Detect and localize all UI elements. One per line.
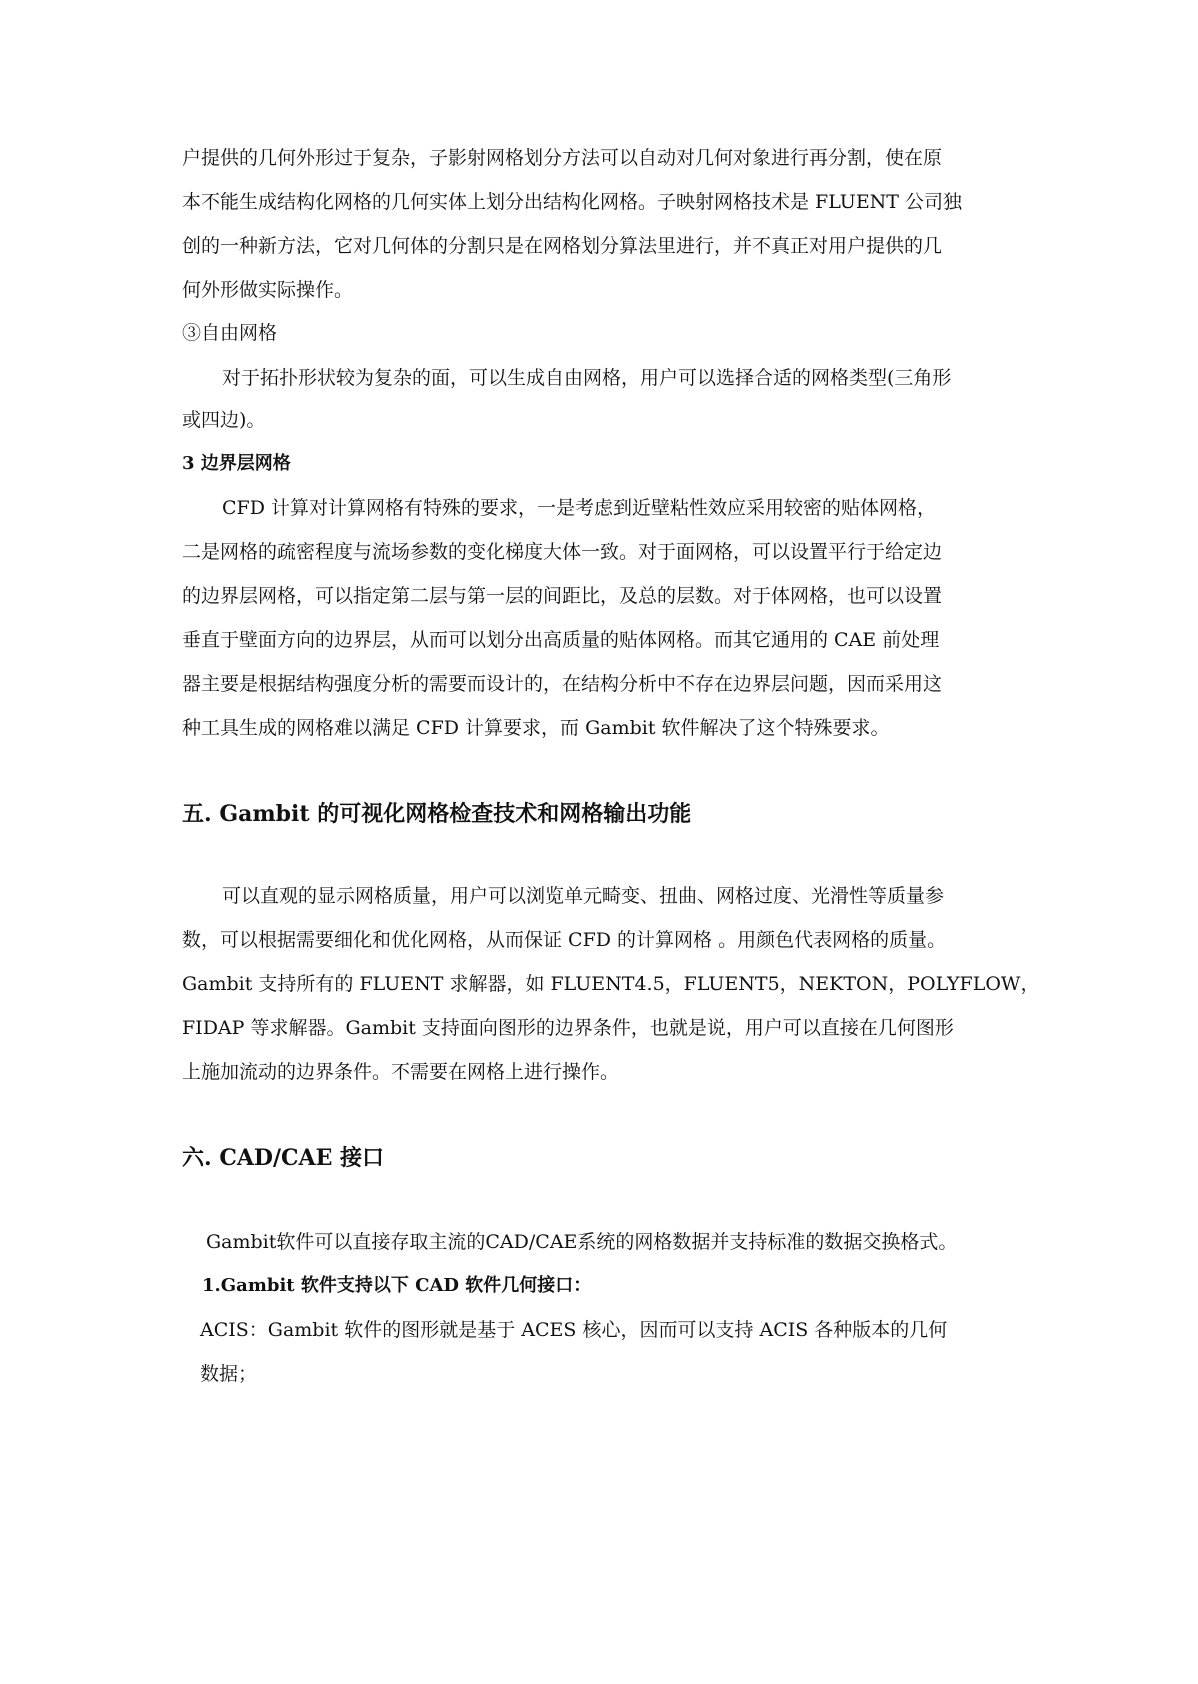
- boundary-layer-line-6: 种工具生成的网格难以满足 CFD 计算要求，而 Gambit 软件解决了这个特殊要求。: [182, 717, 890, 739]
- boundary-layer-line-4: 垂直于壁面方向的边界层，从而可以划分出高质量的贴体网格。而其它通用的 CAE 前处理: [182, 629, 940, 651]
- boundary-layer-line-1: CFD 计算对计算网格有特殊的要求，一是考虑到近壁粘性效应采用较密的贴体网格，: [222, 497, 936, 519]
- para1-line-4: 何外形做实际操作。: [182, 279, 354, 301]
- section-6-intro: Gambit软件可以直接存取主流的CAD/CAE系统的网格数据并支持标准的数据交换格式。: [206, 1231, 958, 1253]
- section-6-heading: 六. CAD/CAE 接口: [182, 1145, 385, 1171]
- section-5-line-2: 数，可以根据需要细化和优化网格，从而保证 CFD 的计算网格 。用颜色代表网格的质量。: [182, 929, 947, 951]
- boundary-layer-line-5: 器主要是根据结构强度分析的需要而设计的，在结构分析中不存在边界层问题，因而采用这: [182, 673, 943, 695]
- acis-line-1: ACIS：Gambit 软件的图形就是基于 ACES 核心，因而可以支持 ACIS 各种版本的几何: [200, 1319, 948, 1341]
- section-6-subheading: 1.Gambit 软件支持以下 CAD 软件几何接口：: [202, 1275, 592, 1296]
- section-5-line-3: Gambit 支持所有的 FLUENT 求解器，如 FLUENT4.5，FLUENT5，NEKTON，POLYFLOW，: [182, 973, 1040, 995]
- section-5-line-4: FIDAP 等求解器。Gambit 支持面向图形的边界条件，也就是说，用户可以直接在几何图形: [182, 1017, 954, 1039]
- section-5-heading: 五. Gambit 的可视化网格检查技术和网格输出功能: [182, 801, 692, 827]
- para1-line-3: 创的一种新方法，它对几何体的分割只是在网格划分算法里进行，并不真正对用户提供的几: [182, 235, 943, 257]
- free-mesh-heading: ③自由网格: [182, 322, 278, 344]
- free-mesh-line-1: 对于拓扑形状较为复杂的面，可以生成自由网格，用户可以选择合适的网格类型(三角形: [222, 367, 952, 389]
- boundary-layer-line-2: 二是网格的疏密程度与流场参数的变化梯度大体一致。对于面网格，可以设置平行于给定边: [182, 541, 943, 563]
- section-5-line-1: 可以直观的显示网格质量，用户可以浏览单元畸变、扭曲、网格过度、光滑性等质量参: [222, 885, 945, 907]
- free-mesh-line-2: 或四边)。: [182, 409, 266, 431]
- para1-line-2: 本不能生成结构化网格的几何实体上划分出结构化网格。子映射网格技术是 FLUENT 公司独: [182, 191, 963, 213]
- para1-line-1: 户提供的几何外形过于复杂，子影射网格划分方法可以自动对几何对象进行再分割，使在原: [182, 147, 943, 169]
- acis-line-2: 数据；: [200, 1363, 258, 1385]
- boundary-layer-line-3: 的边界层网格，可以指定第二层与第一层的间距比，及总的层数。对于体网格，也可以设置: [182, 585, 943, 607]
- section-5-line-5: 上施加流动的边界条件。不需要在网格上进行操作。: [182, 1061, 620, 1083]
- boundary-layer-heading: 3 边界层网格: [182, 453, 291, 474]
